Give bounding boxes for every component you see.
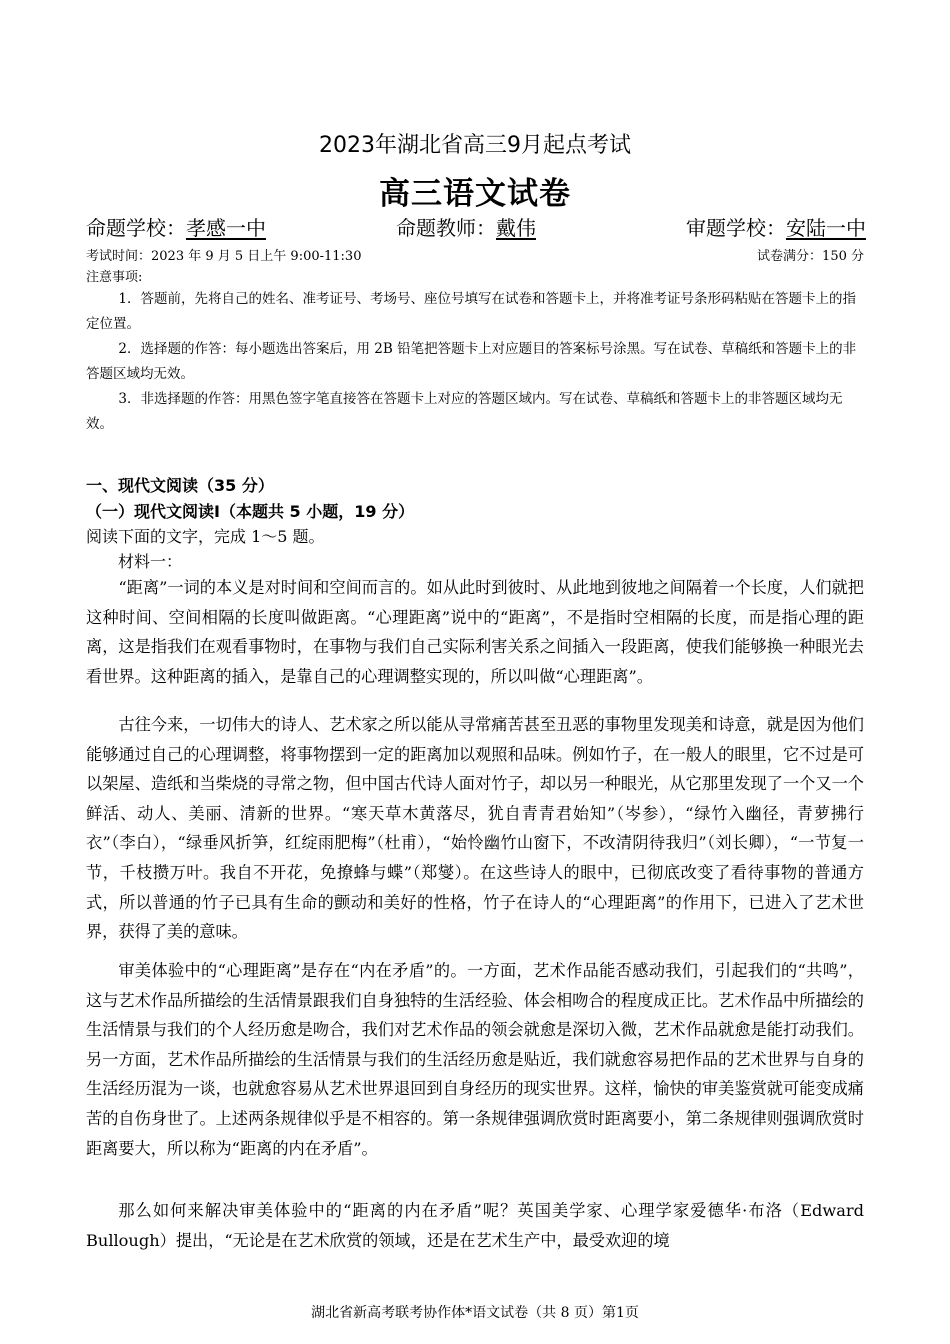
review-school: [686, 212, 866, 241]
page-footer: 湖北省新高考联考协作体*语文试卷（共 8 页）第1页: [311, 1305, 639, 1321]
passage-paragraph: 那么如何来解决审美体验中的“距离的内在矛盾”呢？英国美学家、心理学家爱德华·布洛（Edward Bullough）提出，“无论是在艺术欣赏的领域，还是在艺术生产中，最受欢迎的境: [86, 1201, 864, 1250]
review-school-name: 安陆一中: [786, 216, 866, 240]
paper-title: 高三语文试卷: [379, 176, 571, 212]
note-item: 3．非选择题的作答：用黑色签字笔直接答在答题卡上对应的答题区域内。写在试卷、草稿纸和答题卡上的非答题区域均无效。: [86, 391, 843, 432]
passage-paragraph: “距离”一词的本义是对时间和空间而言的。如从此时到彼时、从此地到彼地之间隔着一个长度，人们就把这种时间、空间相隔的长度叫做距离。“心理距离”说中的“距离”，不是指时空相隔的长度，而是指心理的距离，这是指我们在观看事物时，在事物与我们自己实际利害关系之间插入一段距离，使我们能够换一种眼光去看世界。这种距离的插入，是靠自己的心理调整实现的，所以叫做“心理距离”。: [86, 578, 864, 686]
reading-instruction: 阅读下面的文字，完成 1～5 题。: [86, 527, 325, 546]
passage-paragraph: 审美体验中的“心理距离”是存在“内在矛盾”的。一方面，艺术作品能否感动我们，引起我们的“共鸣”，这与艺术作品所描绘的生活情景跟我们自身独特的生活经验、体会相吻合的程度成正比。艺术作品中所描绘的生活情景与我们的个人经历愈是吻合，我们对艺术作品的领会就愈是深切入微，艺术作品就愈是能打动我们。另一方面，艺术作品所描绘的生活情景与我们的生活经历愈是贴近，我们就愈容易把作品的艺术世界与自身的生活经历混为一谈，也就愈容易从艺术世界退回到自身经历的现实世界。这样，愉快的审美鉴赏就可能变成痛苦的自伤身世了。上述两条规律似乎是不相容的。第一条规律强调欣赏时距离要小，第二条规律则强调欣赏时距离要大，所以称为“距离的内在矛盾”。: [86, 961, 864, 1158]
setter-teacher-label: 命题教师：: [396, 216, 496, 240]
exam-time: 考试时间：2023 年 9 月 5 日上午 9:00-11:30: [86, 249, 362, 264]
section-title: 一、现代文阅读（35 分）: [86, 476, 274, 495]
setter-school-name: 孝感一中: [186, 216, 266, 240]
note-item: 1．答题前，先将自己的姓名、准考证号、考场号、座位号填写在试卷和答题卡上，并将准考证号条形码粘贴在答题卡上的指定位置。: [86, 291, 856, 332]
material-label: 材料一：: [118, 552, 183, 571]
note-item: 2．选择题的作答：每小题选出答案后，用 2B 铅笔把答题卡上对应题目的答案标号涂黑。写在试卷、草稿纸和答题卡上的非答题区域均无效。: [86, 341, 857, 382]
review-school-label: 审题学校：: [686, 216, 786, 240]
section-subtitle: （一）现代文阅读Ⅰ（本题共 5 小题，19 分）: [86, 502, 415, 521]
full-score: 试卷满分：150 分: [757, 249, 864, 264]
setter-school-label: 命题学校：: [86, 216, 186, 240]
setter-school: [86, 212, 266, 241]
passage-paragraph: 古往今来，一切伟大的诗人、艺术家之所以能从寻常痛苦甚至丑恶的事物里发现美和诗意，就是因为他们能够通过自己的心理调整，将事物摆到一定的距离加以观照和品味。例如竹子，在一般人的眼里，它不过是可以架屋、造纸和当柴烧的寻常之物，但中国古代诗人面对竹子，却以另一种眼光，从它那里发现了一个又一个鲜活、动人、美丽、清新的世界。“寒天草木黄落尽，犹自青青君始知”（岑参），“绿竹入幽径，青萝拂行衣”（李白），“绿垂风折笋，红绽雨肥梅”（杜甫），“始怜幽竹山窗下，不改清阴待我归”（刘长卿），“一节复一节，千枝攒万叶。我自不开花，免撩蜂与蝶”（郑燮）。在这些诗人的眼中，已彻底改变了看待事物的普通方式，所以普通的竹子已具有生命的颤动和美好的性格，竹子在诗人的“心理距离”的作用下，已进入了艺术世界，获得了美的意味。: [86, 715, 864, 942]
exam-title: 2023年湖北省高三9月起点考试: [319, 133, 631, 158]
setter-teacher: [396, 212, 536, 241]
notes-heading: 注意事项:: [86, 270, 143, 285]
setter-row: [86, 212, 866, 242]
setter-teacher-name: 戴伟: [496, 216, 536, 240]
